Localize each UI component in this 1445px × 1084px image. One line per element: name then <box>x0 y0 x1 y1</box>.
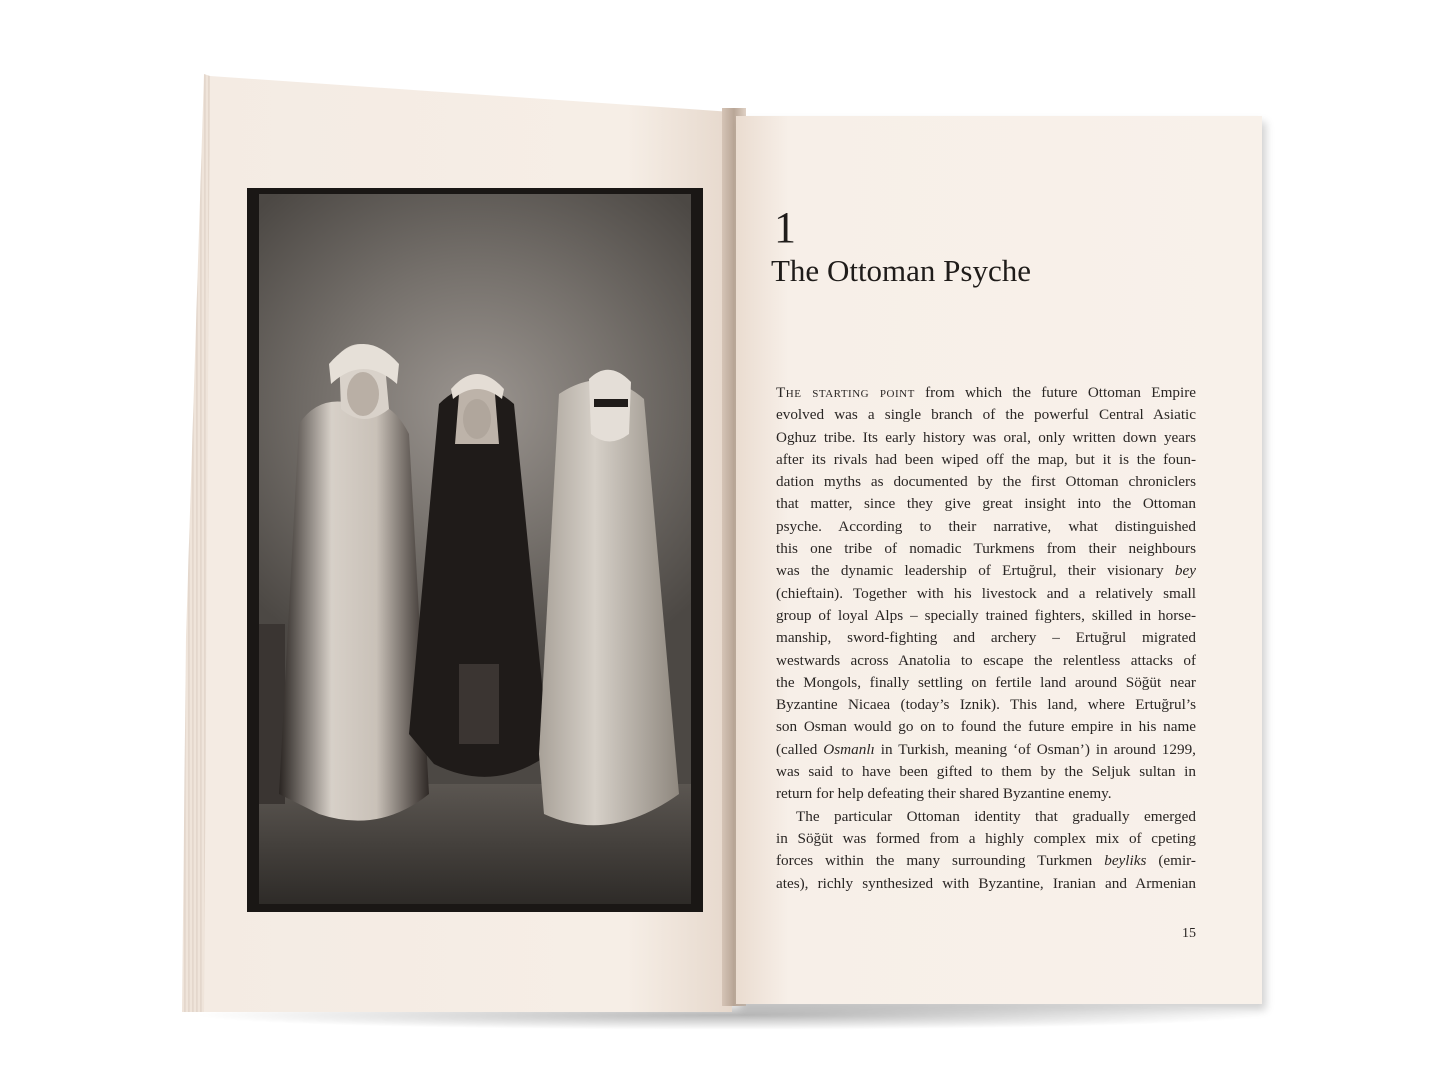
text-line: (called Osmanlı in Turkish, meaning ‘of Osman’) in around 1299, <box>776 740 1196 758</box>
text-line: westwards across Anatolia to escape the relentless attacks of <box>776 651 1196 669</box>
text-line: Byzantine Nicaea (today’s Iznik). This land, where Ertuğrul’s <box>776 696 1196 714</box>
text-line: this one tribe of nomadic Turkmens from their neighbours <box>776 540 1196 558</box>
chapter-number: 1 <box>774 203 796 252</box>
italic-term: beyliks <box>1104 852 1147 870</box>
chapter-title: The Ottoman Psyche <box>771 253 1032 288</box>
text-line: The particular Ottoman identity that gradually emerged <box>796 807 1196 825</box>
text-line: after its rivals had been wiped off the map, but it is the foun- <box>776 450 1196 468</box>
three-women-portrait-photo <box>259 194 691 904</box>
text-line: dation myths as documented by the first Ottoman chroniclers <box>776 473 1196 491</box>
italic-term: Osmanlı <box>823 740 875 758</box>
text-line: return for help defeating their shared Byzantine enemy. <box>776 785 1112 803</box>
text-line: evolved was a single branch of the powerful Central Asiatic <box>776 406 1196 424</box>
page-number: 15 <box>1182 926 1196 941</box>
text-line: ates), richly synthesized with Byzantine, Iranian and Armenian <box>776 874 1196 892</box>
italic-term: bey <box>1174 562 1196 580</box>
text-line: The starting point from which the future Ottoman Empire <box>776 384 1196 401</box>
text-line: that matter, since they give great insight into the Ottoman <box>776 495 1196 513</box>
opening-small-caps: The starting point <box>776 384 915 401</box>
photo-plate <box>247 188 703 912</box>
text-line: (chieftain). Together with his livestock and a relatively small <box>776 584 1196 602</box>
text-line: in Söğüt was formed from a highly complex mix of cpeting <box>776 829 1196 847</box>
text-line: Oghuz tribe. Its early history was oral, only written down years <box>776 428 1196 446</box>
text-line: psyche. According to their narrative, what distinguished <box>776 517 1196 535</box>
photo-illustration <box>259 194 691 904</box>
text-line: son Osman would go on to found the future empire in his name <box>776 718 1196 736</box>
text-line: manship, sword-fighting and archery – Ertuğrul migrated <box>776 629 1196 647</box>
text-line: was said to have been gifted to them by the Seljuk sultan in <box>776 763 1196 781</box>
text-line: group of loyal Alps – specially trained fighters, skilled in horse- <box>776 606 1196 624</box>
chapter-body-text <box>776 382 1196 895</box>
text-line: was the dynamic leadership of Ertuğrul, their visionary bey <box>776 562 1196 580</box>
text-line: the Mongols, finally settling on fertile land around Söğüt near <box>776 673 1196 691</box>
text-line: forces within the many surrounding Turkmen beyliks (emir- <box>776 852 1196 870</box>
